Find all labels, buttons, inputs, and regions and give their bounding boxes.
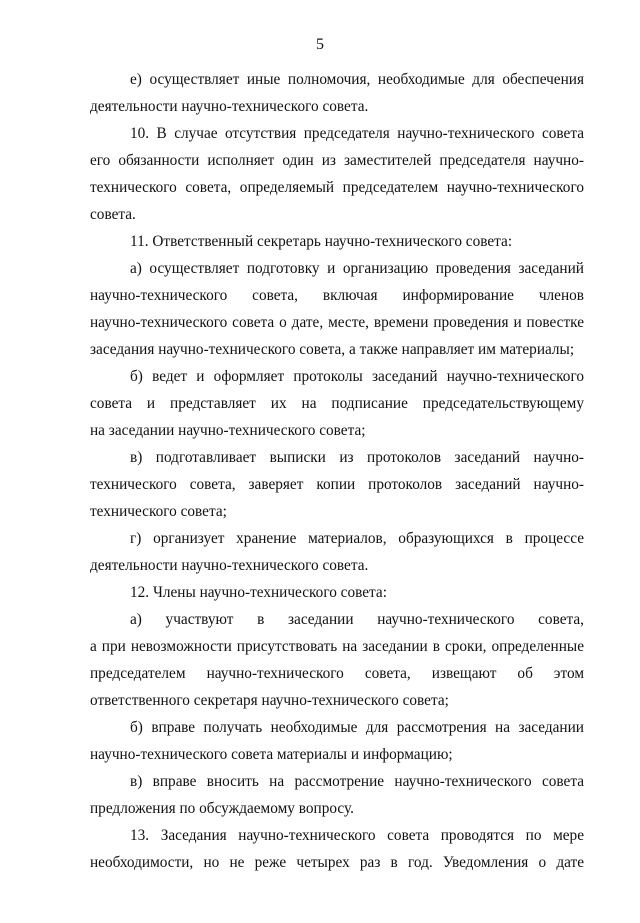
text-line: а при невозможности присутствовать на заседании в сроки, определенные [90, 638, 584, 655]
text-line: а) участвуют в заседании научно-технического совета, [130, 611, 584, 628]
text-line: б) вправе получать необходимые для рассмотрения на заседании [130, 719, 584, 736]
text-line: деятельности научно-технического совета. [90, 98, 369, 115]
text-line: технического совета, заверяет копии протоколов заседаний научно- [90, 476, 584, 493]
text-line: 13. Заседания научно-технического совета проводятся по мере [130, 827, 584, 844]
text-line: г) организует хранение материалов, образующихся в процессе [130, 530, 584, 547]
text-line: 10. В случае отсутствия председателя научно-технического совета [130, 125, 584, 142]
text-line: предложения по обсуждаемому вопросу. [90, 800, 354, 817]
text-line: на заседании научно-технического совета; [90, 422, 366, 439]
text-line: председателем научно-технического совета, извещают об этом [90, 665, 584, 682]
text-line: совета и представляет их на подписание председательствующему [90, 395, 584, 412]
text-line: в) подготавливает выписки из протоколов заседаний научно- [130, 449, 584, 466]
text-line: технического совета, определяемый председателем научно-технического [90, 179, 584, 196]
text-line: заседания научно-технического совета, а также направляет им материалы; [90, 341, 575, 358]
text-line: научно-технического совета о дате, месте, времени проведения и повестке [90, 314, 584, 331]
text-line: необходимости, но не реже четырех раз в год. Уведомления о дате [90, 854, 584, 871]
page-number: 5 [316, 36, 324, 53]
text-line: 12. Члены научно-технического совета: [130, 584, 387, 601]
text-line: совета. [90, 206, 136, 223]
text-line: деятельности научно-технического совета. [90, 557, 369, 574]
text-line: научно-технического совета материалы и информацию; [90, 746, 453, 763]
text-line: е) осуществляет иные полномочия, необходимые для обеспечения [130, 71, 584, 88]
text-line: 11. Ответственный секретарь научно-технического совета: [130, 233, 513, 250]
text-line: б) ведет и оформляет протоколы заседаний научно-технического [130, 368, 584, 385]
text-line: ответственного секретаря научно-технического совета; [90, 692, 449, 709]
text-line: научно-технического совета, включая информирование членов [90, 287, 584, 304]
text-line: а) осуществляет подготовку и организацию проведения заседаний [130, 260, 584, 277]
text-line: его обязанности исполняет один из заместителей председателя научно- [90, 152, 584, 169]
text-line: в) вправе вносить на рассмотрение научно-технического совета [130, 773, 584, 790]
text-line: технического совета; [90, 503, 227, 520]
